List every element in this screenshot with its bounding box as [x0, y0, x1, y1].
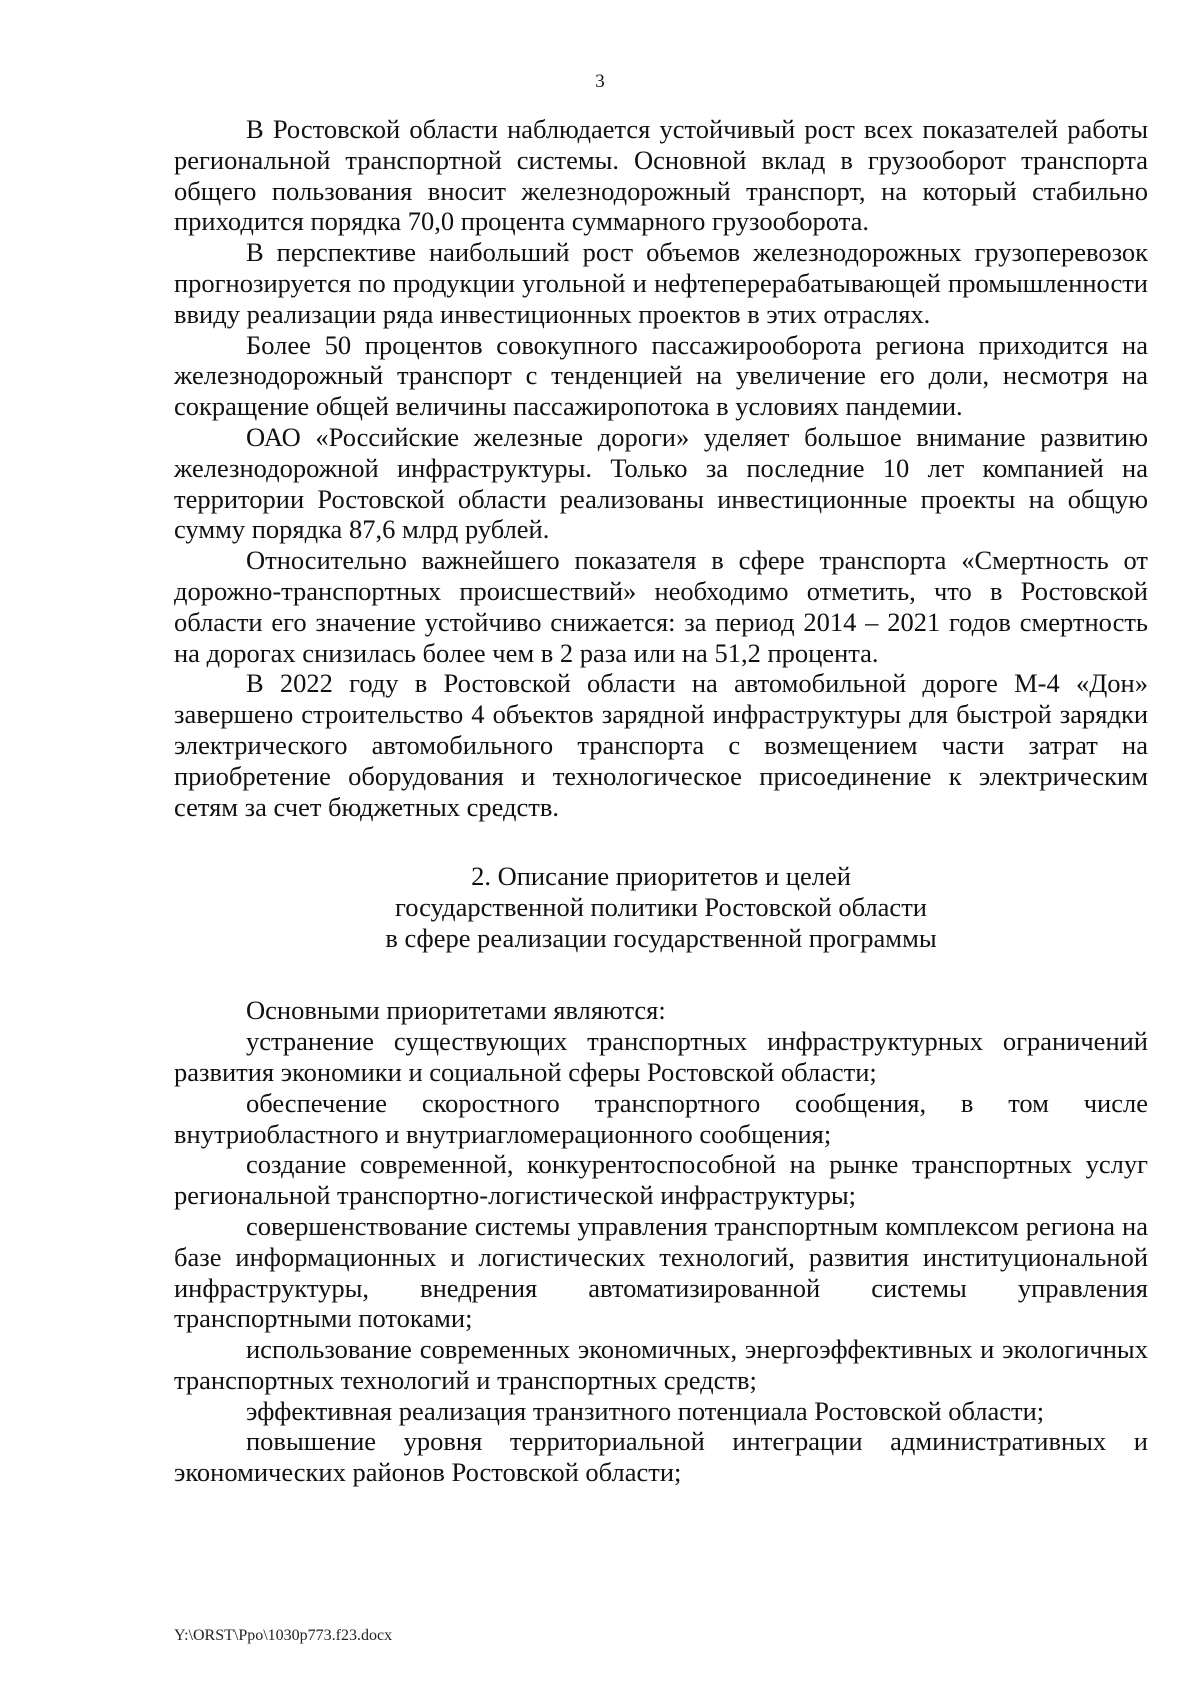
priority-item: совершенствование системы управления транспортным комплексом региона на базе информационных и логистических технологий, развития институциональной инфраструктуры, внедрения автоматизированной системы управления транспортными потоками;: [174, 1210, 1148, 1334]
paragraph-transport-growth: В Ростовской области наблюдается устойчивый рост всех показателей работы региональной транспортной системы. Основной вклад в грузооборот транспорта общего пользования вносит железнодорожный транспорт, на который стабильно приходится порядка 70,0 процента суммарного грузооборота.: [174, 114, 1148, 237]
section-heading-line: государственной политики Ростовской области: [395, 892, 927, 923]
priority-item: эффективная реализация транзитного потенциала Ростовской области;: [246, 1395, 1045, 1426]
paragraph-rzd-investment: ОАО «Российские железные дороги» уделяет большое внимание развитию железнодорожной инфраструктуры. Только за последние 10 лет компанией на территории Ростовской области реализованы инвестиционные проекты на общую сумму порядка 87,6 млрд рублей.: [174, 421, 1148, 545]
page-number: 3: [595, 71, 605, 92]
priority-item: устранение существующих транспортных инфраструктурных ограничений развития экономики и социальной сферы Ростовской области;: [174, 1026, 1148, 1087]
section-heading-line: в сфере реализации государственной программы: [385, 923, 937, 954]
section-heading-line: 2. Описание приоритетов и целей: [471, 861, 851, 892]
section-heading: [174, 861, 1148, 954]
footer-file-path: Y:\ORST\Ppo\1030p773.f23.docx: [174, 1627, 393, 1644]
priority-item: использование современных экономичных, энергоэффективных и экологичных транспортных технологий и транспортных средств;: [174, 1334, 1148, 1395]
priority-item: создание современной, конкурентоспособной на рынке транспортных услуг региональной транспортно-логистической инфраструктуры;: [174, 1149, 1148, 1211]
priority-item: обеспечение скоростного транспортного сообщения, в том числе внутриобластного и внутриагломерационного сообщения;: [174, 1087, 1148, 1149]
paragraph-road-mortality: Относительно важнейшего показателя в сфере транспорта «Смертность от дорожно-транспортных происшествий» необходимо отметить, что в Ростовской области его значение устойчиво снижается: за период 2014 – 2021 годов смертность на дорогах снизилась более чем в 2 раза или на 51,2 процента.: [174, 545, 1148, 668]
paragraph-passenger-turnover: Более 50 процентов совокупного пассажирооборота региона приходится на железнодорожный транспорт с тенденцией на увеличение его доли, несмотря на сокращение общей величины пассажиропотока в условиях пандемии.: [174, 329, 1148, 422]
priority-item: повышение уровня территориальной интеграции административных и экономических районов Ростовской области;: [174, 1426, 1148, 1488]
priorities-lead: Основными приоритетами являются:: [246, 995, 666, 1026]
paragraph-charging-infrastructure: В 2022 году в Ростовской области на автомобильной дороге М-4 «Дон» завершено строительство 4 объектов зарядной инфраструктуры для быстрой зарядки электрического автомобильного транспорта с возмещением части затрат на приобретение оборудования и технологическое присоединение к электрическим сетям за счет бюджетных средств.: [174, 668, 1148, 822]
document-body: [174, 114, 1148, 1488]
paragraph-freight-forecast: В перспективе наибольший рост объемов железнодорожных грузоперевозок прогнозируется по продукции угольной и нефтеперерабатывающей промышленности ввиду реализации ряда инвестиционных проектов в этих отраслях.: [174, 237, 1148, 329]
